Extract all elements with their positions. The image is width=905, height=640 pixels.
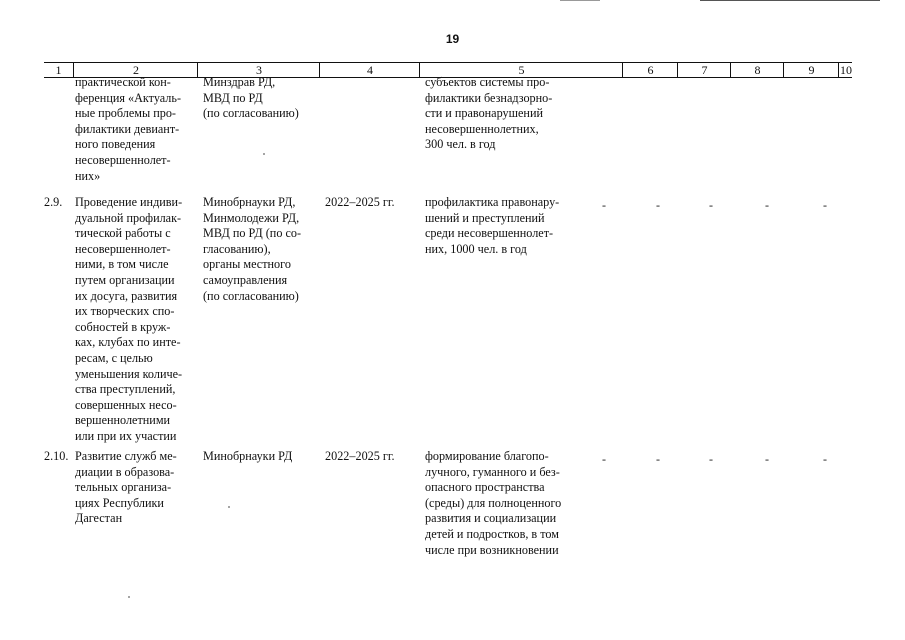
row-activity: Развитие служб ме- диации в образова- тельных организа- циях Республики Дагестан (75, 449, 177, 526)
row-executors: Минобрнауки РД (203, 449, 293, 463)
row-result: профилактика правонару- шений и преступлений среди несовершеннолет- них, 1000 чел. в год (425, 195, 560, 256)
header-cell-4: 4 (319, 63, 420, 77)
row-executors: Минздрав РД, МВД по РД (по согласованию) (203, 75, 299, 121)
header-cell-3: 3 (197, 63, 320, 77)
col7-value: - (656, 198, 660, 212)
row-number: 2.9. (44, 195, 63, 209)
header-cell-9: 9 (783, 63, 839, 77)
page-number: 19 (445, 32, 460, 46)
scan-speck (128, 596, 130, 598)
scan-artifact-line (700, 0, 880, 1)
header-cell-2: 2 (73, 63, 198, 77)
col8-value: - (709, 198, 713, 212)
header-cell-5: 5 (419, 63, 623, 77)
row-executors: Минобрнауки РД, Минмолодежи РД, МВД по РД (по со- гласованию), органы местного самоуправления (по согласованию) (203, 195, 302, 303)
scan-artifact-line (560, 0, 600, 1)
col10-value: - (823, 452, 827, 466)
header-cell-6: 6 (622, 63, 678, 77)
row-activity: Проведение индиви- дуальной профилак- тической работы с несовершеннолет- ними, в том числе путем организации их досуга, развития их творческих спо- собностей в круж- ках, клубах по инте- ресам, с целью уменьшения количе- ства преступлений, совершенных несо- вершеннолетними или при их участии (75, 195, 183, 443)
scan-speck (228, 506, 230, 508)
col6-value: - (602, 198, 606, 212)
header-cell-10-ext (838, 62, 852, 76)
header-cell-7: 7 (677, 63, 731, 77)
col6-value: - (602, 452, 606, 466)
row-result: формирование благопо- лучного, гуманного и без- опасного пространства (среды) для полноценного развития и социализации детей и подростков, в том числе при возникновении (425, 449, 562, 557)
row-period: 2022–2025 гг. (325, 195, 395, 209)
col7-value: - (656, 452, 660, 466)
col10-value: - (823, 198, 827, 212)
scan-speck (263, 153, 265, 155)
col9-value: - (765, 452, 769, 466)
row-activity: практической кон- ференция «Актуаль- ные проблемы про- филактики девиант- ного поведения несовершеннолет- них» (75, 75, 181, 183)
col8-value: - (709, 452, 713, 466)
row-number: 2.10. (44, 449, 69, 463)
header-cell-10: 10 (840, 63, 852, 77)
header-cell-1: 1 (55, 63, 62, 77)
header-cell-8: 8 (730, 63, 784, 77)
col9-value: - (765, 198, 769, 212)
row-period: 2022–2025 гг. (325, 449, 395, 463)
row-result: субъектов системы про- филактики безнадзорно- сти и правонарушений несовершеннолетних, 300 чел. в год (425, 75, 553, 152)
